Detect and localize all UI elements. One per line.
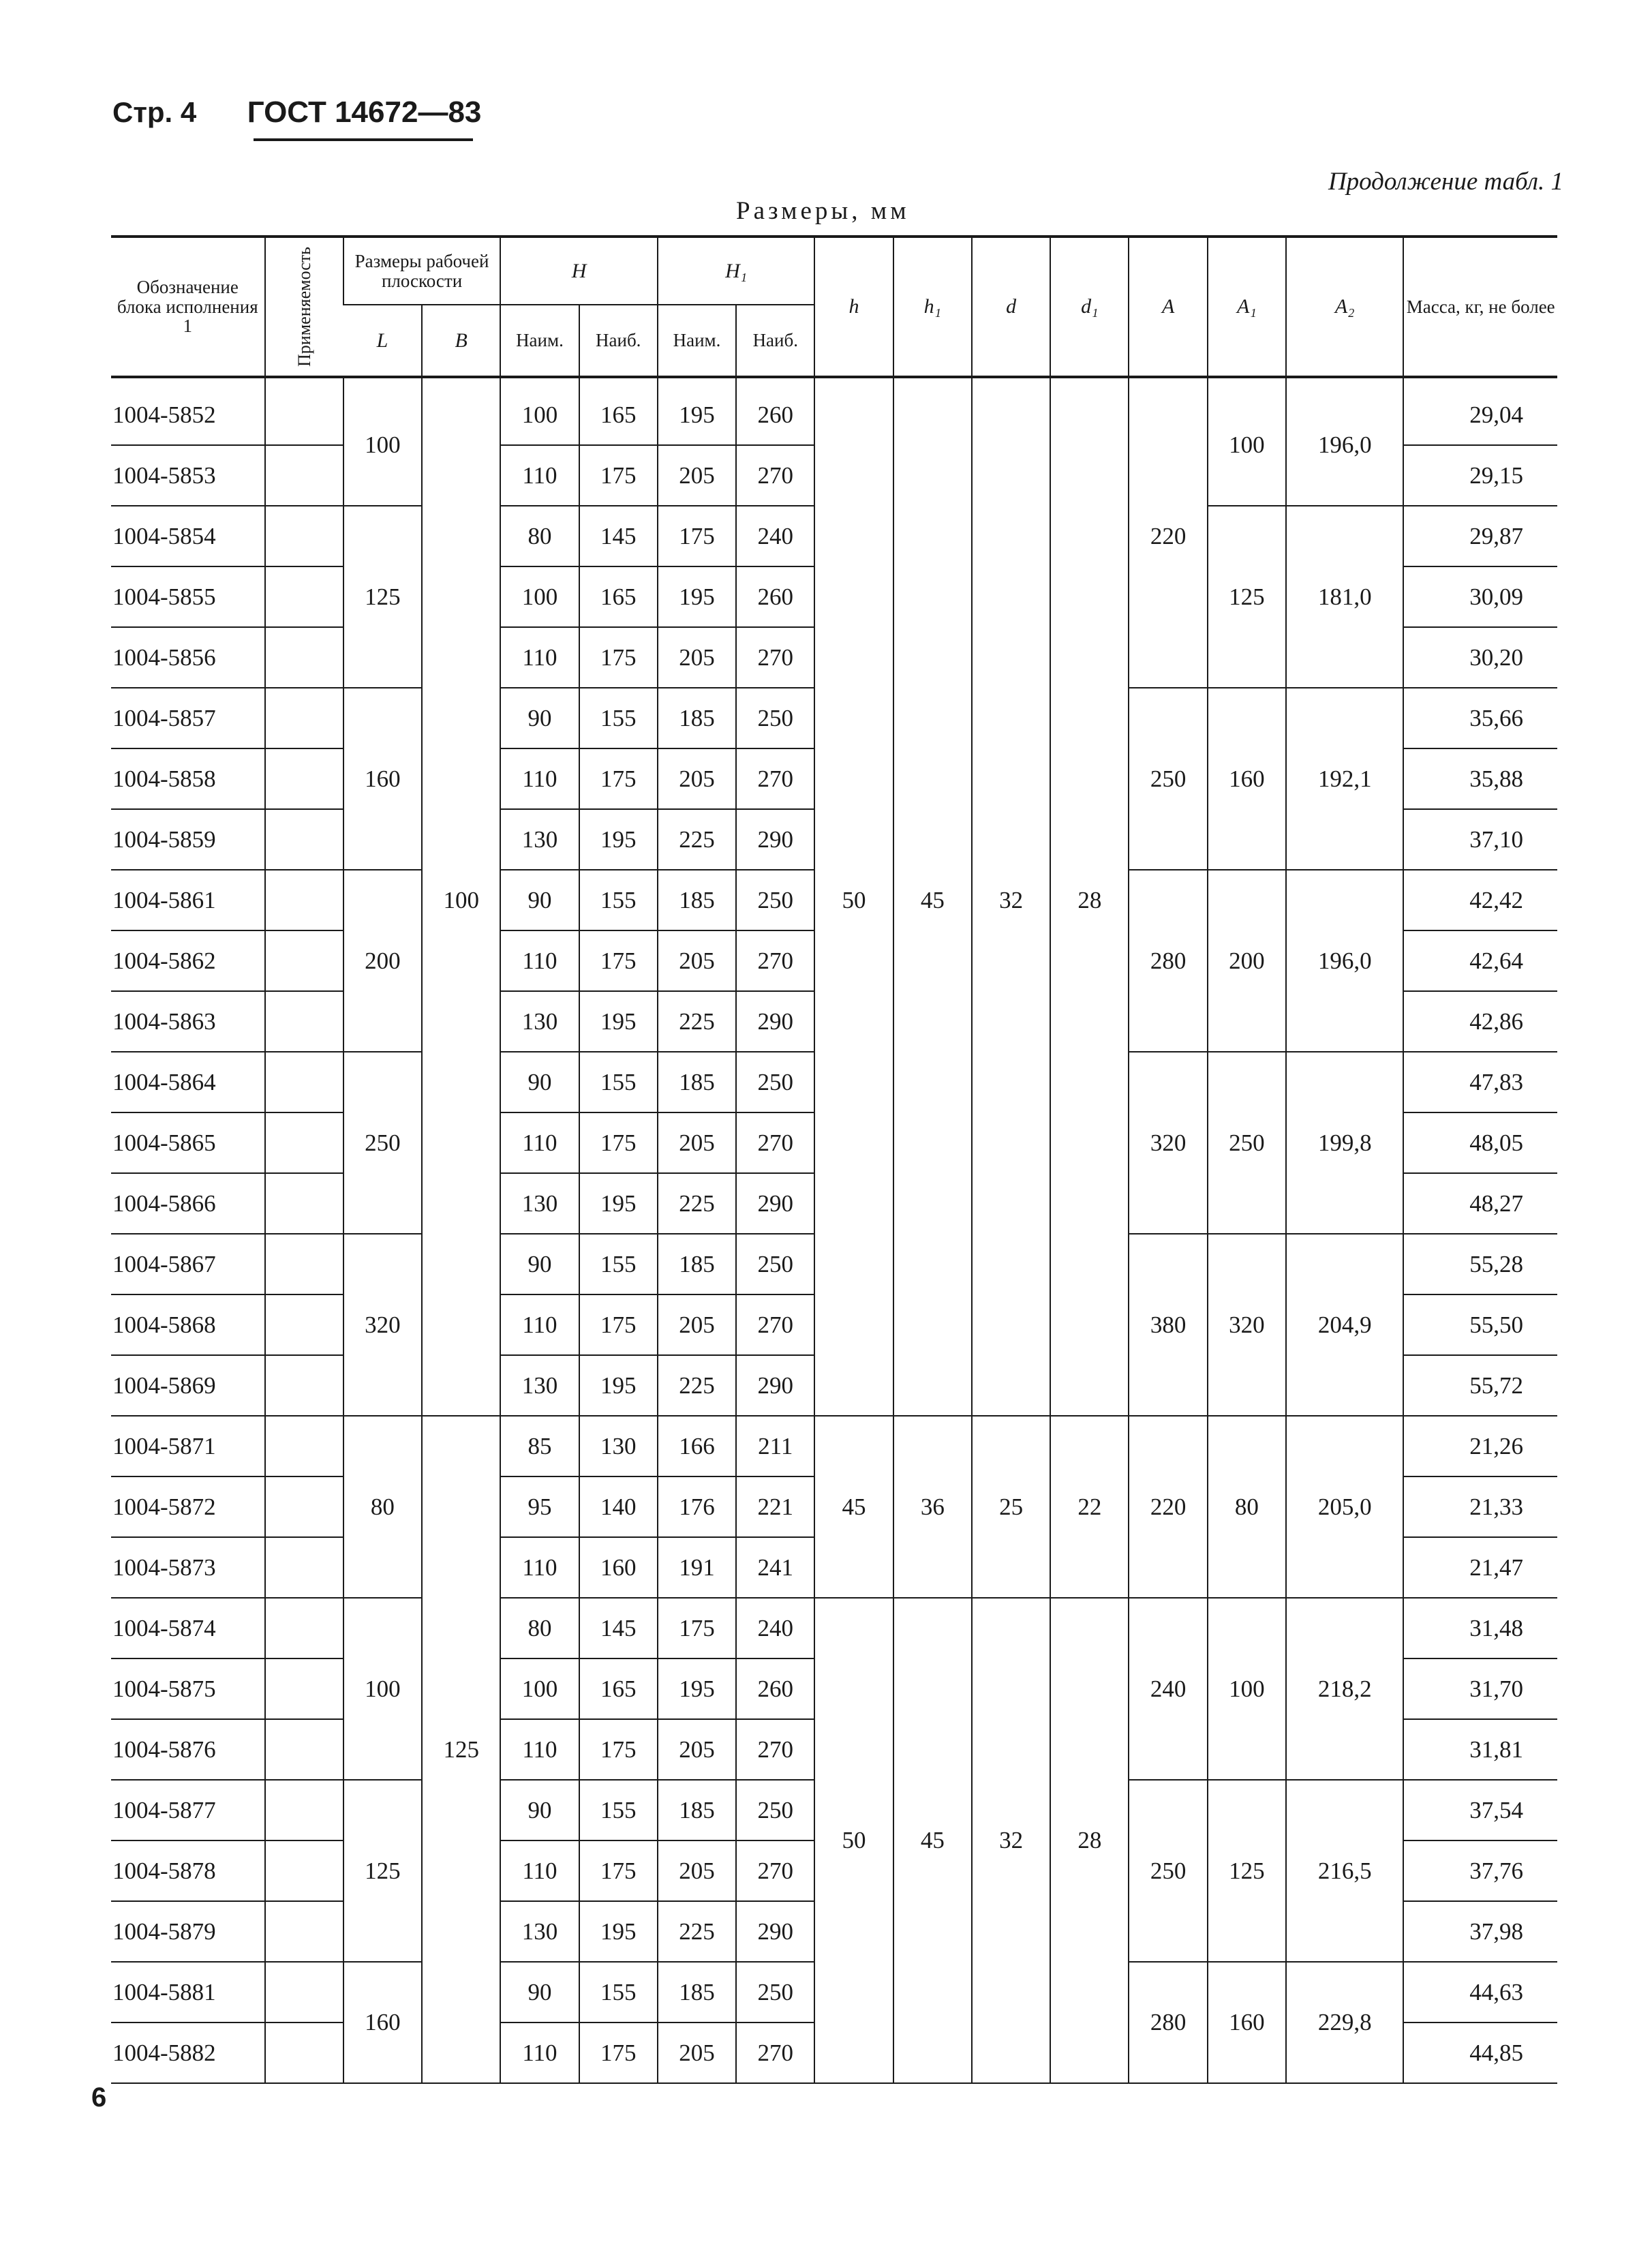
applicability-cell — [265, 1416, 343, 1476]
applicability-cell — [265, 1112, 343, 1173]
applicability-cell — [265, 748, 343, 809]
h1-max-cell: 250 — [736, 688, 814, 748]
a1-cell: 200 — [1208, 870, 1286, 1052]
A2-header: A₂ — [1286, 237, 1403, 377]
h1-min-cell: 185 — [658, 688, 736, 748]
applicability-cell — [265, 506, 343, 566]
applicability-cell — [265, 1901, 343, 1962]
h-min-cell: 100 — [500, 1658, 579, 1719]
applicability-cell — [265, 1476, 343, 1537]
table-body — [111, 377, 1557, 2083]
h1-min-cell: 225 — [658, 809, 736, 870]
mass-cell: 31,48 — [1403, 1598, 1557, 1658]
h-max-cell: 155 — [579, 1234, 658, 1294]
a2-cell: 218,2 — [1286, 1598, 1403, 1780]
table-continuation-note: Продолжение табл. 1 — [1328, 168, 1563, 196]
h-min-cell: 90 — [500, 870, 579, 930]
h-max-cell: 155 — [579, 688, 658, 748]
a2-cell: 229,8 — [1286, 1962, 1403, 2083]
h-min-cell: 100 — [500, 377, 579, 445]
applicability-cell — [265, 1234, 343, 1294]
dimensions-table-wrapper — [111, 235, 1557, 2084]
mass-cell: 37,54 — [1403, 1780, 1557, 1840]
h-min-cell: 90 — [500, 1780, 579, 1840]
h1-min-cell: 205 — [658, 445, 736, 506]
mass-cell: 30,20 — [1403, 627, 1557, 688]
h-min-cell: 110 — [500, 1719, 579, 1780]
mass-header: Масса, кг, не более — [1403, 237, 1557, 377]
a1-cell: 125 — [1208, 1780, 1286, 1962]
h-cell: 45 — [814, 1416, 893, 1598]
designation-cell: 1004-5879 — [111, 1901, 265, 1962]
designation-cell: 1004-5859 — [111, 809, 265, 870]
h1-min-cell: 185 — [658, 1780, 736, 1840]
mass-cell: 31,81 — [1403, 1719, 1557, 1780]
h-max-cell: 145 — [579, 1598, 658, 1658]
table-row — [111, 377, 1557, 445]
h-min-cell: 85 — [500, 1416, 579, 1476]
B-header: B — [422, 305, 500, 377]
a2-cell: 196,0 — [1286, 870, 1403, 1052]
a1-cell: 100 — [1208, 377, 1286, 506]
mass-cell: 35,88 — [1403, 748, 1557, 809]
h1-min-cell: 185 — [658, 1234, 736, 1294]
applicability-cell — [265, 930, 343, 991]
h1-max-cell: 250 — [736, 870, 814, 930]
d-cell: 32 — [972, 377, 1050, 1416]
h1-max-cell: 221 — [736, 1476, 814, 1537]
table-row — [111, 1598, 1557, 1658]
a2-cell: 192,1 — [1286, 688, 1403, 870]
h1-max-cell: 290 — [736, 991, 814, 1052]
a2-cell: 204,9 — [1286, 1234, 1403, 1416]
h1-header: h₁ — [893, 237, 972, 377]
designation-cell: 1004-5882 — [111, 2023, 265, 2083]
h-min-cell: 130 — [500, 991, 579, 1052]
designation-cell: 1004-5874 — [111, 1598, 265, 1658]
a1-cell: 80 — [1208, 1416, 1286, 1598]
a1-cell: 160 — [1208, 688, 1286, 870]
a2-cell: 205,0 — [1286, 1416, 1403, 1598]
h-min-cell: 110 — [500, 1537, 579, 1598]
b-cell: 100 — [422, 377, 500, 1416]
mass-cell: 30,09 — [1403, 566, 1557, 627]
h-max-cell: 155 — [579, 870, 658, 930]
applicability-cell — [265, 1173, 343, 1234]
H1-max-header: Наиб. — [736, 305, 814, 377]
h1-min-cell: 225 — [658, 1355, 736, 1416]
h1-max-cell: 270 — [736, 1719, 814, 1780]
mass-cell: 29,15 — [1403, 445, 1557, 506]
L-header: L — [343, 305, 422, 377]
applicability-cell — [265, 1598, 343, 1658]
d1-cell: 28 — [1050, 377, 1129, 1416]
d-cell: 32 — [972, 1598, 1050, 2083]
h-min-cell: 90 — [500, 1052, 579, 1112]
h-min-cell: 90 — [500, 1234, 579, 1294]
page-header — [112, 95, 481, 130]
h1-min-cell: 205 — [658, 627, 736, 688]
designation-cell: 1004-5869 — [111, 1355, 265, 1416]
h1-cell: 36 — [893, 1416, 972, 1598]
h-max-cell: 165 — [579, 566, 658, 627]
a-cell: 220 — [1129, 1416, 1207, 1598]
l-cell: 80 — [343, 1416, 422, 1598]
h1-max-cell: 290 — [736, 1355, 814, 1416]
h-max-cell: 175 — [579, 930, 658, 991]
a2-cell: 216,5 — [1286, 1780, 1403, 1962]
page-label: Стр. 4 — [112, 96, 197, 128]
designation-cell: 1004-5852 — [111, 377, 265, 445]
mass-cell: 44,85 — [1403, 2023, 1557, 2083]
h1-max-cell: 290 — [736, 1901, 814, 1962]
h-min-cell: 110 — [500, 930, 579, 991]
h-min-cell: 110 — [500, 445, 579, 506]
h-max-cell: 195 — [579, 1173, 658, 1234]
d1-header: d₁ — [1050, 237, 1129, 377]
mass-cell: 42,86 — [1403, 991, 1557, 1052]
h-min-cell: 80 — [500, 1598, 579, 1658]
page-number: 6 — [91, 2082, 107, 2112]
h1-min-cell: 205 — [658, 1112, 736, 1173]
designation-cell: 1004-5867 — [111, 1234, 265, 1294]
a2-cell: 196,0 — [1286, 377, 1403, 506]
mass-cell: 42,64 — [1403, 930, 1557, 991]
h-min-cell: 110 — [500, 2023, 579, 2083]
h-max-cell: 145 — [579, 506, 658, 566]
h-min-cell: 95 — [500, 1476, 579, 1537]
a-cell: 280 — [1129, 1962, 1207, 2083]
designation-cell: 1004-5873 — [111, 1537, 265, 1598]
designation-cell: 1004-5865 — [111, 1112, 265, 1173]
mass-cell: 31,70 — [1403, 1658, 1557, 1719]
designation-cell: 1004-5868 — [111, 1294, 265, 1355]
h1-max-cell: 211 — [736, 1416, 814, 1476]
work-surface-header: Размеры рабочей плоскости — [343, 237, 501, 305]
h-max-cell: 155 — [579, 1962, 658, 2023]
applicability-cell — [265, 1658, 343, 1719]
h-min-cell: 130 — [500, 1173, 579, 1234]
mass-cell: 35,66 — [1403, 688, 1557, 748]
h-max-cell: 140 — [579, 1476, 658, 1537]
a1-cell: 320 — [1208, 1234, 1286, 1416]
mass-cell: 21,47 — [1403, 1537, 1557, 1598]
h-min-cell: 80 — [500, 506, 579, 566]
l-cell: 100 — [343, 377, 422, 506]
h1-max-cell: 241 — [736, 1537, 814, 1598]
h-min-cell: 130 — [500, 809, 579, 870]
h-max-cell: 175 — [579, 1294, 658, 1355]
h-min-cell: 110 — [500, 627, 579, 688]
l-cell: 200 — [343, 870, 422, 1052]
h-max-cell: 165 — [579, 377, 658, 445]
h1-max-cell: 270 — [736, 627, 814, 688]
a1-cell: 100 — [1208, 1598, 1286, 1780]
a1-cell: 160 — [1208, 1962, 1286, 2083]
h-max-cell: 175 — [579, 2023, 658, 2083]
h-max-cell: 175 — [579, 1719, 658, 1780]
h1-min-cell: 205 — [658, 930, 736, 991]
mass-cell: 29,04 — [1403, 377, 1557, 445]
mass-cell: 42,42 — [1403, 870, 1557, 930]
applicability-cell — [265, 809, 343, 870]
mass-cell: 48,27 — [1403, 1173, 1557, 1234]
h1-min-cell: 225 — [658, 1901, 736, 1962]
h1-min-cell: 205 — [658, 1719, 736, 1780]
mass-cell: 37,76 — [1403, 1840, 1557, 1901]
mass-cell: 55,28 — [1403, 1234, 1557, 1294]
h-max-cell: 175 — [579, 748, 658, 809]
l-cell: 320 — [343, 1234, 422, 1416]
H-min-header: Наим. — [500, 305, 579, 377]
applicability-cell — [265, 1962, 343, 2023]
h-cell: 50 — [814, 1598, 893, 2083]
applicability-cell — [265, 627, 343, 688]
mass-cell: 47,83 — [1403, 1052, 1557, 1112]
a-cell: 250 — [1129, 688, 1207, 870]
h-max-cell: 175 — [579, 1840, 658, 1901]
h-min-cell: 100 — [500, 566, 579, 627]
mass-cell: 48,05 — [1403, 1112, 1557, 1173]
h1-max-cell: 270 — [736, 1294, 814, 1355]
H-header: H — [500, 237, 658, 305]
h1-max-cell: 250 — [736, 1052, 814, 1112]
h1-min-cell: 191 — [658, 1537, 736, 1598]
h1-min-cell: 205 — [658, 2023, 736, 2083]
applicability-cell — [265, 1840, 343, 1901]
designation-cell: 1004-5863 — [111, 991, 265, 1052]
h1-max-cell: 270 — [736, 2023, 814, 2083]
l-cell: 160 — [343, 688, 422, 870]
h-min-cell: 110 — [500, 1294, 579, 1355]
d-cell: 25 — [972, 1416, 1050, 1598]
l-cell: 125 — [343, 1780, 422, 1962]
designation-cell: 1004-5876 — [111, 1719, 265, 1780]
h-max-cell: 195 — [579, 1901, 658, 1962]
h1-min-cell: 205 — [658, 1840, 736, 1901]
b-cell: 125 — [422, 1416, 500, 2083]
h1-max-cell: 260 — [736, 566, 814, 627]
h-min-cell: 90 — [500, 688, 579, 748]
applicability-header — [265, 237, 343, 377]
a-cell: 280 — [1129, 870, 1207, 1052]
h-max-cell: 155 — [579, 1052, 658, 1112]
l-cell: 100 — [343, 1598, 422, 1780]
designation-cell: 1004-5858 — [111, 748, 265, 809]
h1-max-cell: 290 — [736, 1173, 814, 1234]
h1-min-cell: 205 — [658, 1294, 736, 1355]
table-row — [111, 1416, 1557, 1476]
d1-cell: 22 — [1050, 1416, 1129, 1598]
a-cell: 320 — [1129, 1052, 1207, 1234]
h-max-cell: 195 — [579, 809, 658, 870]
h-max-cell: 195 — [579, 1355, 658, 1416]
a-cell: 380 — [1129, 1234, 1207, 1416]
designation-cell: 1004-5857 — [111, 688, 265, 748]
applicability-cell — [265, 1355, 343, 1416]
mass-cell: 55,50 — [1403, 1294, 1557, 1355]
mass-cell: 29,87 — [1403, 506, 1557, 566]
designation-cell: 1004-5861 — [111, 870, 265, 930]
h-min-cell: 110 — [500, 1112, 579, 1173]
H1-min-header: Наим. — [658, 305, 736, 377]
designation-cell: 1004-5853 — [111, 445, 265, 506]
applicability-cell — [265, 1780, 343, 1840]
mass-cell: 37,98 — [1403, 1901, 1557, 1962]
h-max-cell: 165 — [579, 1658, 658, 1719]
designation-cell: 1004-5855 — [111, 566, 265, 627]
a-cell: 250 — [1129, 1780, 1207, 1962]
applicability-cell — [265, 991, 343, 1052]
l-cell: 125 — [343, 506, 422, 688]
h-min-cell: 110 — [500, 748, 579, 809]
H1-header: H₁ — [658, 237, 815, 305]
h-min-cell: 110 — [500, 1840, 579, 1901]
h1-max-cell: 270 — [736, 445, 814, 506]
designation-cell: 1004-5854 — [111, 506, 265, 566]
h1-min-cell: 176 — [658, 1476, 736, 1537]
l-cell: 250 — [343, 1052, 422, 1234]
designation-cell: 1004-5866 — [111, 1173, 265, 1234]
h1-min-cell: 225 — [658, 1173, 736, 1234]
a2-cell: 181,0 — [1286, 506, 1403, 688]
h1-min-cell: 195 — [658, 1658, 736, 1719]
a1-cell: 250 — [1208, 1052, 1286, 1234]
applicability-cell — [265, 688, 343, 748]
a-cell: 240 — [1129, 1598, 1207, 1780]
applicability-cell — [265, 870, 343, 930]
designation-cell: 1004-5872 — [111, 1476, 265, 1537]
mass-cell: 37,10 — [1403, 809, 1557, 870]
designation-cell: 1004-5862 — [111, 930, 265, 991]
h1-max-cell: 270 — [736, 1840, 814, 1901]
h-header: h — [814, 237, 893, 377]
h-min-cell: 130 — [500, 1901, 579, 1962]
designation-header: Обозначение блока исполнения 1 — [111, 237, 265, 377]
h1-max-cell: 250 — [736, 1234, 814, 1294]
applicability-cell — [265, 377, 343, 445]
h-max-cell: 195 — [579, 991, 658, 1052]
h1-max-cell: 240 — [736, 506, 814, 566]
a2-cell: 199,8 — [1286, 1052, 1403, 1234]
h1-max-cell: 260 — [736, 377, 814, 445]
h-max-cell: 175 — [579, 1112, 658, 1173]
applicability-cell — [265, 445, 343, 506]
h-min-cell: 130 — [500, 1355, 579, 1416]
d-header: d — [972, 237, 1050, 377]
h1-cell: 45 — [893, 1598, 972, 2083]
h-max-cell: 155 — [579, 1780, 658, 1840]
applicability-cell — [265, 1537, 343, 1598]
designation-cell: 1004-5871 — [111, 1416, 265, 1476]
d1-cell: 28 — [1050, 1598, 1129, 2083]
applicability-cell — [265, 1719, 343, 1780]
h1-max-cell: 290 — [736, 809, 814, 870]
designation-cell: 1004-5864 — [111, 1052, 265, 1112]
designation-cell: 1004-5856 — [111, 627, 265, 688]
mass-cell: 21,33 — [1403, 1476, 1557, 1537]
h1-max-cell: 250 — [736, 1962, 814, 2023]
h1-min-cell: 225 — [658, 991, 736, 1052]
h1-max-cell: 250 — [736, 1780, 814, 1840]
h1-max-cell: 260 — [736, 1658, 814, 1719]
h1-cell: 45 — [893, 377, 972, 1416]
a-cell: 220 — [1129, 377, 1207, 688]
dimensions-caption: Размеры, мм — [736, 197, 910, 225]
applicability-cell — [265, 2023, 343, 2083]
designation-cell: 1004-5875 — [111, 1658, 265, 1719]
l-cell: 160 — [343, 1962, 422, 2083]
h1-min-cell: 195 — [658, 566, 736, 627]
h1-min-cell: 175 — [658, 506, 736, 566]
h1-min-cell: 195 — [658, 377, 736, 445]
h1-max-cell: 270 — [736, 748, 814, 809]
h-max-cell: 175 — [579, 627, 658, 688]
h1-min-cell: 185 — [658, 1052, 736, 1112]
mass-cell: 55,72 — [1403, 1355, 1557, 1416]
applicability-cell — [265, 1052, 343, 1112]
h-cell: 50 — [814, 377, 893, 1416]
dimensions-table — [111, 235, 1557, 2084]
designation-cell: 1004-5878 — [111, 1840, 265, 1901]
h-min-cell: 90 — [500, 1962, 579, 2023]
mass-cell: 21,26 — [1403, 1416, 1557, 1476]
h-max-cell: 160 — [579, 1537, 658, 1598]
H-max-header: Наиб. — [579, 305, 658, 377]
h1-max-cell: 270 — [736, 1112, 814, 1173]
applicability-cell — [265, 1294, 343, 1355]
h1-min-cell: 166 — [658, 1416, 736, 1476]
h-max-cell: 175 — [579, 445, 658, 506]
A-header: A — [1129, 237, 1207, 377]
designation-cell: 1004-5881 — [111, 1962, 265, 2023]
standard-number: ГОСТ 14672—83 — [247, 95, 482, 129]
h1-min-cell: 205 — [658, 748, 736, 809]
a1-cell: 125 — [1208, 506, 1286, 688]
h1-max-cell: 270 — [736, 930, 814, 991]
applicability-cell — [265, 566, 343, 627]
A1-header: A₁ — [1208, 237, 1286, 377]
designation-cell: 1004-5877 — [111, 1780, 265, 1840]
h1-min-cell: 185 — [658, 870, 736, 930]
header-underline — [254, 138, 473, 141]
applicability-label: Применяемость — [294, 247, 314, 367]
h1-max-cell: 240 — [736, 1598, 814, 1658]
h1-min-cell: 175 — [658, 1598, 736, 1658]
h1-min-cell: 185 — [658, 1962, 736, 2023]
h-max-cell: 130 — [579, 1416, 658, 1476]
mass-cell: 44,63 — [1403, 1962, 1557, 2023]
